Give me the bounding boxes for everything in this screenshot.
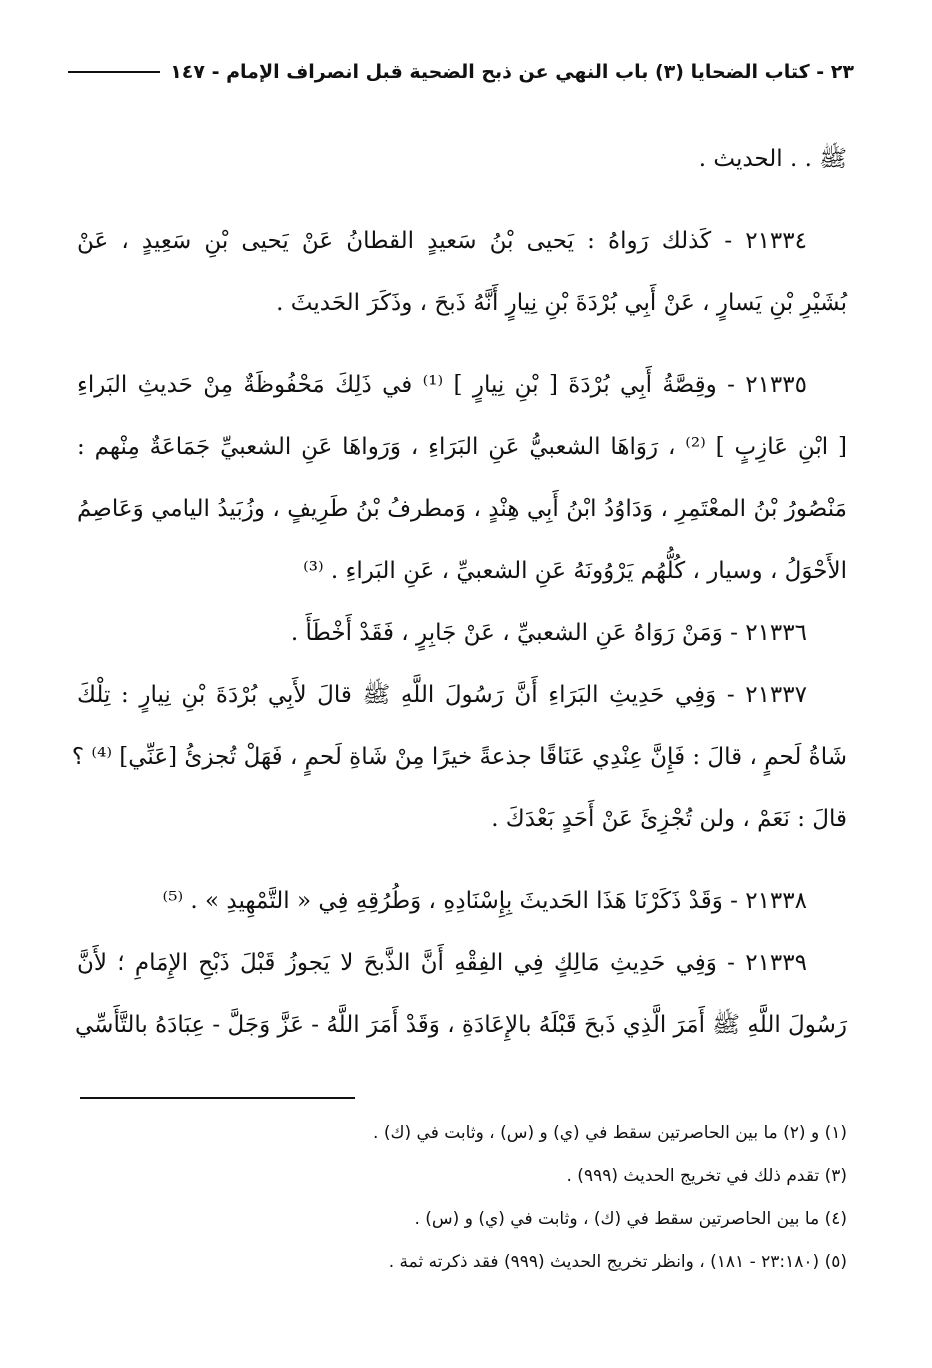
paragraph-21334-line-1: ٢١٣٣٤ - كَذلك رَواهُ : يَحيى بْنُ سَعيدٍ القطانُ عَنْ يَحيى بْنِ سَعِيدٍ ، عَنْ	[77, 228, 807, 254]
paragraph-21339-line-2: رَسُولَ اللَّهِ ﷺ أَمَرَ الَّذِي ذَبحَ قَبْلَهُ بالإِعَادَةِ ، وَقَدْ أَمَرَ اللَّهُ - عَزَّ وَجَلَّ - عِبَادَهُ بالتَّأَسِّي	[75, 1012, 847, 1038]
footnote-5: (٥) (٢٣:١٨٠ - ١٨١) ، وانظر تخريج الحديث (٩٩٩) فقد ذكرته ثمة .	[388, 1252, 847, 1272]
paragraph-21337-line-2: شَاةُ لَحمٍ ، قالَ : فَإِنَّ عِنْدِي عَنَاقًا جذعةً خيرًا مِنْ شَاةِ لَحمٍ ، فَهَلْ تُجزئُ [عَنِّي] ⁽⁴⁾ ؟	[71, 744, 847, 770]
paragraph-21335-line-3: مَنْصُورُ بْنُ المعْتَمِرِ ، وَدَاوُدُ ابْنُ أَبِي هِنْدٍ ، وَمطرفُ بْنُ طَرِيفٍ ، وزُبَيدُ اليامي وَعَاصِمُ	[77, 496, 847, 522]
paragraph-21338-line-1: ٢١٣٣٨ - وَقَدْ ذَكَرْنَا هَذَا الحَديثَ بِإِسْنَادِهِ ، وَطُرُقِهِ فِي « التَّمْهِيدِ » . ⁽⁵⁾	[162, 888, 807, 914]
footnote-1-2: (١) و (٢) ما بين الحاصرتين سقط في (ي) و (س) ، وثابت في (ك) .	[373, 1123, 847, 1143]
paragraph-21335-line-1: ٢١٣٣٥ - وقِصَّةُ أَبِي بُرْدَةَ [ بْنِ نِيارٍ ] ⁽¹⁾ في ذَلِكَ مَحْفُوظَةٌ مِنْ حَديثِ البَراءِ	[77, 372, 807, 398]
paragraph-gap	[77, 334, 847, 354]
paragraph-21335-line-4: الأَحْوَلُ ، وسيار ، كُلُّهُم يَرْوُونَهُ عَنِ الشعبيِّ ، عَنِ البَراءِ . ⁽³⁾	[303, 558, 847, 584]
header-title: ٢٣ - كتاب الضحايا (٣) باب النهي عن ذبح الضحية قبل انصراف الإمام - ١٤٧	[170, 61, 854, 83]
text-line-continuation: ﷺ . . الحديث .	[698, 146, 847, 172]
footnote-4: (٤) ما بين الحاصرتين سقط في (ك) ، وثابت في (ي) و (س) .	[414, 1209, 847, 1229]
paragraph-21337-line-3: قالَ : نَعَمْ ، ولن تُجْزِئَ عَنْ أَحَدٍ بَعْدَكَ .	[491, 806, 847, 832]
footnote-3: (٣) تقدم ذلك في تخريج الحديث (٩٩٩) .	[566, 1166, 847, 1186]
footnotes	[77, 1112, 847, 1284]
paragraph-21335-line-2: [ ابْنِ عَازِبٍ ] ⁽²⁾ ، رَوَاهَا الشعبيُّ عَنِ البَرَاءِ ، وَرَواهَا عَنِ الشعبيِّ جَمَاعَةٌ مِنْهم :	[77, 434, 847, 460]
footnote-separator	[80, 1097, 355, 1099]
main-text	[71, 128, 847, 1056]
paragraph-gap	[77, 190, 847, 210]
paragraph-21337-line-1: ٢١٣٣٧ - وَفِي حَدِيثِ البَرَاءِ أَنَّ رَسُولَ اللَّهِ ﷺ قالَ لأَبِي بُرْدَةَ بْنِ نِيارٍ : تِلْكَ	[77, 682, 807, 708]
header-rule	[68, 71, 160, 73]
paragraph-21336-line-1: ٢١٣٣٦ - وَمَنْ رَوَاهُ عَنِ الشعبيِّ ، عَنْ جَابِرٍ ، فَقَدْ أَخْطَأَ .	[290, 620, 807, 646]
paragraph-21339-line-1: ٢١٣٣٩ - وَفِي حَدِيثِ مَالِكٍ فِي الفِقْهِ أَنَّ الذَّبحَ لا يَجوزُ قَبْلَ ذَبْحِ الإِمَامِ ؛ لأَنَّ	[77, 950, 807, 976]
paragraph-gap	[77, 850, 847, 870]
running-header	[68, 52, 854, 92]
paragraph-21334-line-2: بُشَيْرِ بْنِ يَسارٍ ، عَنْ أَبِي بُرْدَةَ بْنِ نِيارٍ أَنَّهُ ذَبحَ ، وذَكَرَ الحَديثَ .	[276, 290, 847, 316]
